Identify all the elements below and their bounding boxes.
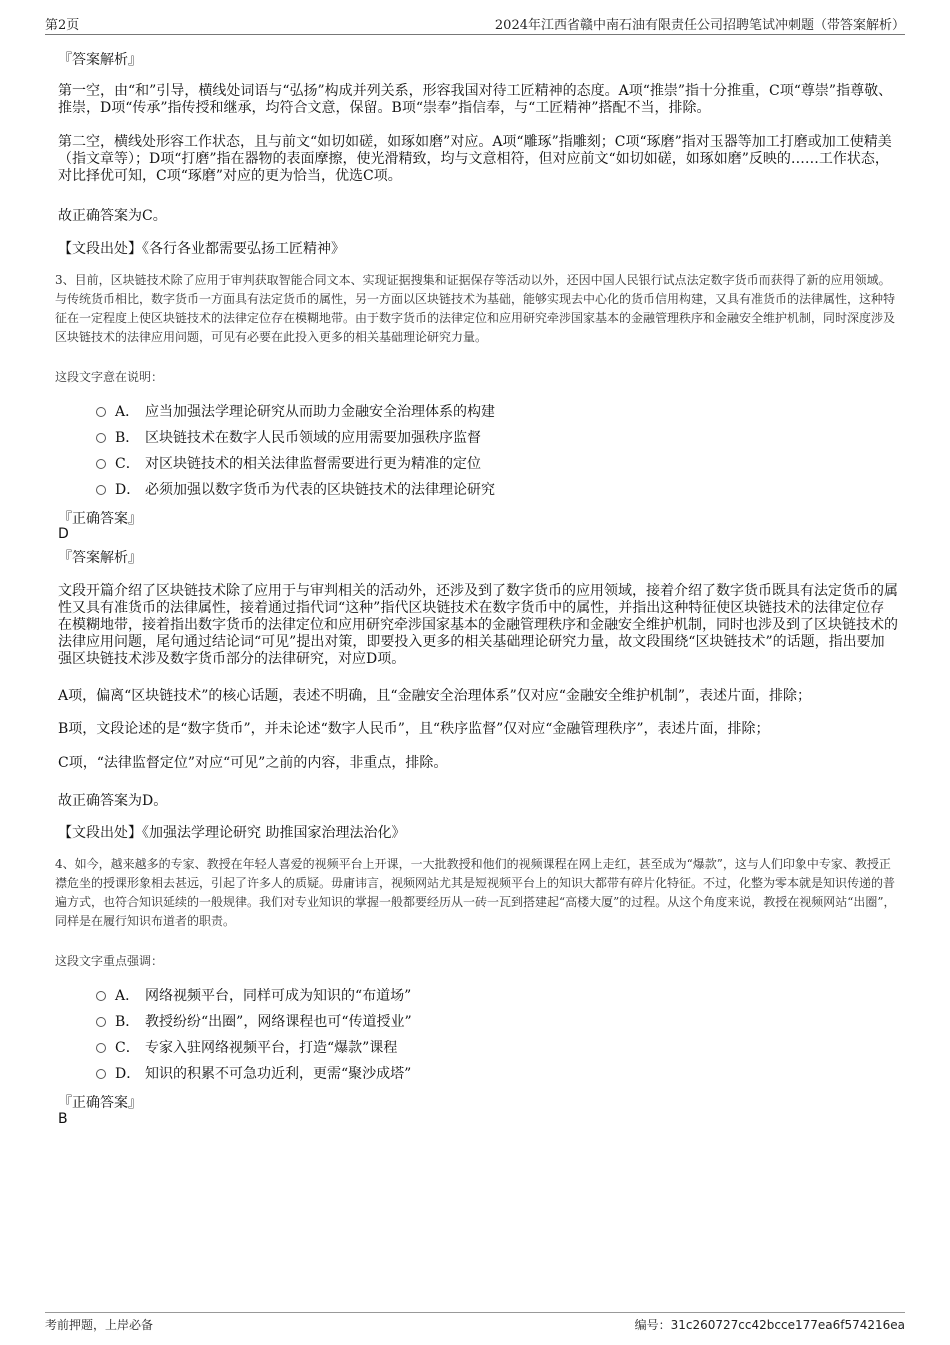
option-text: 知识的积累不可急功近利，更需“聚沙成塔”: [145, 1066, 412, 1082]
radio-button[interactable]: [96, 407, 106, 417]
option-letter: C．: [115, 456, 140, 472]
radio-button[interactable]: [96, 991, 106, 1001]
option-letter: B．: [115, 1014, 140, 1030]
q4-option-a[interactable]: [96, 985, 856, 1005]
page-number: 第2页: [45, 18, 80, 33]
document-title: 2024年江西省赣中南石油有限责任公司招聘笔试冲刺题（带答案解析）: [494, 18, 905, 33]
q3-option-c-note: C项，“法律监督定位”对应“可见”之前的内容，非重点，排除。: [58, 755, 448, 771]
q3-option-a[interactable]: [96, 401, 856, 421]
q4-answer: B: [58, 1111, 68, 1127]
page-header: [45, 14, 905, 35]
option-text: 专家入驻网络视频平台，打造“爆款”课程: [145, 1040, 398, 1056]
serial-label: 编号：: [634, 1318, 671, 1332]
q4-prompt: 这段文字重点强调：: [55, 954, 164, 968]
q3-option-c[interactable]: [96, 453, 856, 473]
q4-answer-label: 『正确答案』: [58, 1095, 142, 1111]
option-letter: D．: [115, 482, 141, 498]
radio-button[interactable]: [96, 1043, 106, 1053]
option-text: 网络视频平台，同样可成为知识的“布道场”: [145, 988, 412, 1004]
q3-conclusion: 故正确答案为D。: [58, 793, 168, 809]
q3-answer: D: [58, 526, 69, 542]
q2-source: 【文段出处】《各行各业都需要弘扬工匠精神》: [58, 241, 345, 257]
q2-analysis-para1: 第一空，由“和”引导，横线处词语与“弘扬”构成并列关系，形容我国对待工匠精神的态度。A项“推崇”指十分推重，C项“尊崇”指尊敬、推崇，D项“传承”指传授和继承，均符合文意，保留。B项“崇奉”指信奉，与“工匠精神”搭配不当，排除。: [58, 83, 893, 116]
q4-option-d[interactable]: [96, 1063, 856, 1083]
option-text: 应当加强法学理论研究从而助力金融安全治理体系的构建: [145, 404, 495, 420]
option-letter: D．: [115, 1066, 141, 1082]
q3-source: 【文段出处】《加强法学理论研究 助推国家治理法治化》: [58, 825, 406, 841]
q4-stem: 4、如今，越来越多的专家、教授在年轻人喜爱的视频平台上开课，一大批教授和他们的视频课程在网上走红，甚至成为“爆款”，这与人们印象中专家、教授正襟危坐的授课形象相去甚远，引起了许多人的质疑。毋庸讳言，视频网站尤其是短视频平台上的知识大都带有碎片化特征。不过，化整为零本就是知识传递的普遍方式，也符合知识延续的一般规律。我们对专业知识的掌握一般都要经历从一砖一瓦到搭建起“高楼大厦”的过程。从这个角度来说，教授在视频网站“出圈”，同样是在履行知识布道者的职责。: [55, 857, 896, 928]
radio-button[interactable]: [96, 1069, 106, 1079]
q2-analysis-label: 『答案解析』: [58, 52, 142, 68]
option-letter: A．: [115, 988, 140, 1004]
option-text: 教授纷纷“出圈”，网络课程也可“传道授业”: [145, 1014, 412, 1030]
q4-option-b[interactable]: [96, 1011, 856, 1031]
page-footer: [45, 1312, 905, 1332]
radio-button[interactable]: [96, 459, 106, 469]
option-text: 区块链技术在数字人民币领域的应用需要加强秩序监督: [145, 430, 481, 446]
q3-analysis-label: 『答案解析』: [58, 550, 142, 566]
option-letter: C．: [115, 1040, 140, 1056]
q3-analysis: 文段开篇介绍了区块链技术除了应用于与审判相关的活动外，还涉及到了数字货币的应用领域，接着介绍了数字货币既具有法定货币的属性又具有准货币的法律属性，接着通过指代词“这种”指代区块链技术在数字货币中的属性，并指出这种特征使区块链技术的法律定位存在模糊地带，接着指出数字货币的法律定位和应用研究牵涉国家基本的金融管理秩序和金融安全维护机制，同时也涉及到了区块链技术的法律应用问题，尾句通过结论词“可见”提出对策，即要投入更多的相关基础理论研究力量，故文段围绕“区块链技术”的话题，指出要加强区块链技术涉及数字货币部分的法律研究，对应D项。: [58, 583, 898, 667]
q3-answer-label: 『正确答案』: [58, 511, 142, 527]
serial-number: 31c260727cc42bcce177ea6f574216ea: [670, 1318, 905, 1332]
option-text: 对区块链技术的相关法律监督需要进行更为精准的定位: [145, 456, 481, 472]
option-text: 必须加强以数字货币为代表的区块链技术的法律理论研究: [145, 482, 495, 498]
option-letter: A．: [115, 404, 140, 420]
q3-option-a-note: A项，偏离“区块链技术”的核心话题，表述不明确，且“金融安全治理体系”仅对应“金融安全维护机制”，表述片面，排除；: [58, 688, 812, 704]
radio-button[interactable]: [96, 433, 106, 443]
footer-serial: [635, 1316, 905, 1333]
q3-stem: 3、目前，区块链技术除了应用于审判获取智能合同文本、实现证据搜集和证据保存等活动以外，还因中国人民银行试点法定数字货币而获得了新的应用领域。与传统货币相比，数字货币一方面具有法定货币的属性，另一方面以区块链技术为基础，能够实现去中心化的货币信用构建，又具有准货币的法律属性，这种特征在一定程度上使区块链技术的法律定位存在模糊地带。由于数字货币的法律定位和应用研究牵涉国家基本的金融管理秩序和金融安全维护机制，同时深度涉及区块链技术的法律应用问题，可见有必要在此投入更多的相关基础理论研究力量。: [55, 273, 896, 344]
radio-button[interactable]: [96, 1017, 106, 1027]
q4-option-c[interactable]: [96, 1037, 856, 1057]
q2-conclusion: 故正确答案为C。: [58, 208, 167, 224]
q3-prompt: 这段文字意在说明：: [55, 370, 164, 384]
q3-option-d[interactable]: [96, 479, 856, 499]
q3-option-b[interactable]: [96, 427, 856, 447]
option-letter: B．: [115, 430, 140, 446]
footer-slogan: 考前押题，上岸必备: [45, 1318, 154, 1332]
q3-option-b-note: B项，文段论述的是“数字货币”，并未论述“数字人民币”，且“秩序监督”仅对应“金融管理秩序”，表述片面，排除；: [58, 721, 770, 737]
radio-button[interactable]: [96, 485, 106, 495]
q2-analysis-para2: 第二空，横线处形容工作状态，且与前文“如切如磋，如琢如磨”对应。A项“雕琢”指雕刻；C项“琢磨”指对玉器等加工打磨或加工使精美（指文章等）；D项“打磨”指在器物的表面摩擦，使光滑精致，均与文意相符，但对应前文“如切如磋，如琢如磨”反映的……工作状态，对比择优可知，C项“琢磨”对应的更为恰当，优选C项。: [58, 134, 892, 184]
